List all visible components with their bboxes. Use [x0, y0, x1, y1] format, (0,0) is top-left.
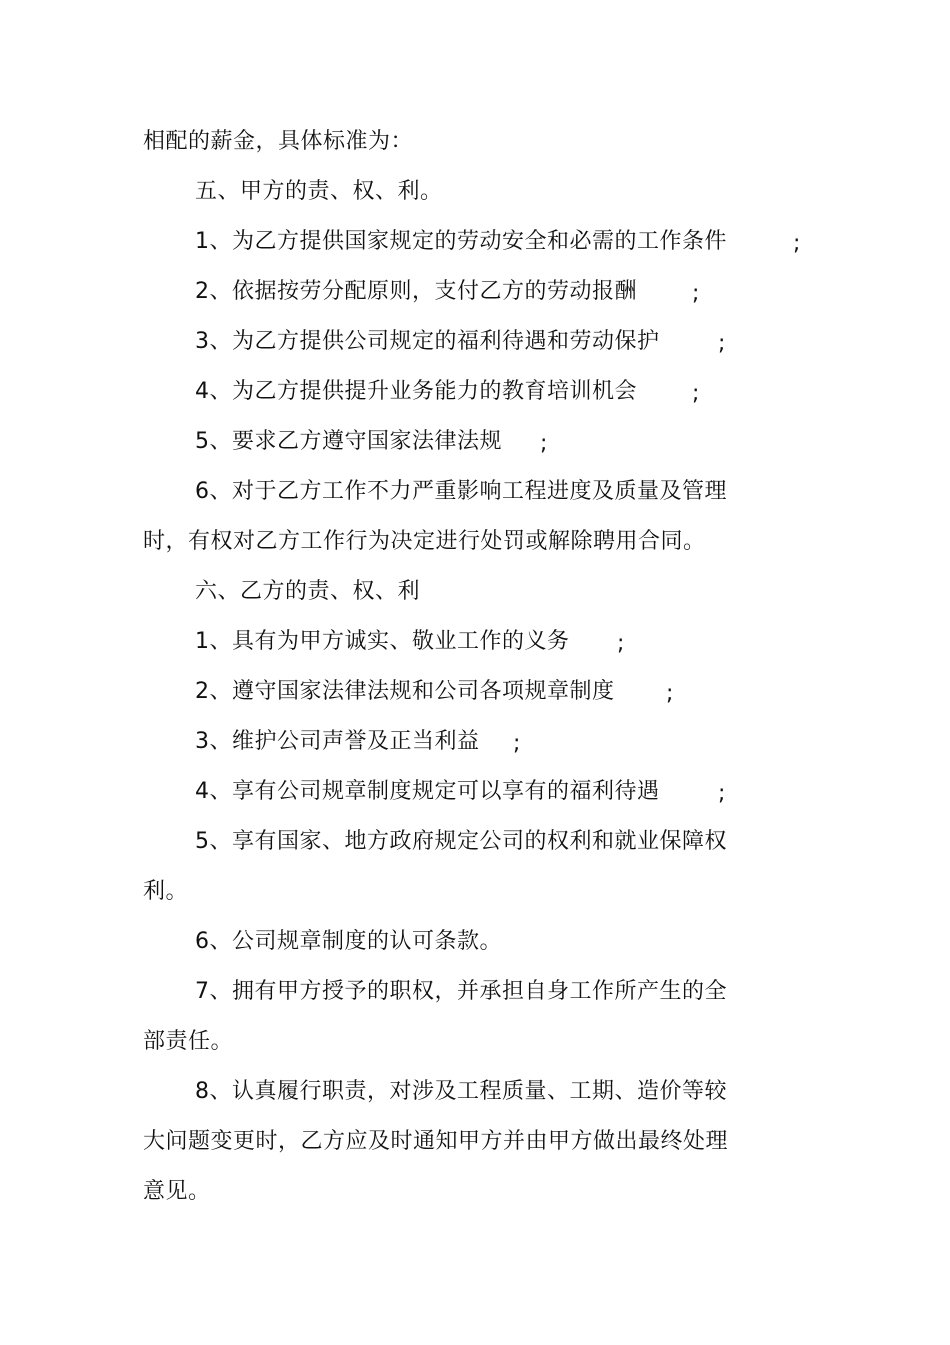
semicolon: ;: [540, 431, 548, 456]
semicolon: ;: [666, 681, 674, 706]
semicolon: ;: [793, 231, 801, 256]
text-line: 时，有权对乙方工作行为决定进行处罚或解除聘用合同。: [143, 529, 706, 554]
list-item: 5、享有国家、地方政府规定公司的权利和就业保障权: [195, 829, 727, 854]
list-item: 6、公司规章制度的认可条款。: [195, 929, 502, 954]
list-item: 7、拥有甲方授予的职权，并承担自身工作所产生的全: [195, 979, 727, 1004]
semicolon: ;: [718, 331, 726, 356]
text-line: 大问题变更时，乙方应及时通知甲方并由甲方做出最终处理: [143, 1129, 729, 1154]
list-item: 3、为乙方提供公司规定的福利待遇和劳动保护: [195, 329, 660, 354]
semicolon: ;: [692, 281, 700, 306]
text-line: 意见。: [143, 1179, 211, 1204]
list-item: 8、认真履行职责，对涉及工程质量、工期、造价等较: [195, 1079, 727, 1104]
semicolon: ;: [718, 781, 726, 806]
text-line: 利。: [143, 879, 189, 904]
semicolon: ;: [513, 731, 521, 756]
list-item: 6、对于乙方工作不力严重影响工程进度及质量及管理: [195, 479, 727, 504]
text-line: 相配的薪金，具体标准为：: [143, 129, 414, 154]
list-item: 2、遵守国家法律法规和公司各项规章制度: [195, 679, 615, 704]
section-heading: 六、乙方的责、权、利: [195, 579, 421, 604]
list-item: 1、具有为甲方诚实、敬业工作的义务: [195, 629, 570, 654]
list-item: 4、为乙方提供提升业务能力的教育培训机会: [195, 379, 637, 404]
semicolon: ;: [692, 381, 700, 406]
list-item: 2、依据按劳分配原则，支付乙方的劳动报酬: [195, 279, 637, 304]
text-line: 部责任。: [143, 1029, 234, 1054]
list-item: 5、要求乙方遵守国家法律法规: [195, 429, 502, 454]
section-heading: 五、甲方的责、权、利。: [195, 179, 443, 204]
list-item: 1、为乙方提供国家规定的劳动安全和必需的工作条件: [195, 229, 727, 254]
list-item: 3、维护公司声誉及正当利益: [195, 729, 480, 754]
semicolon: ;: [617, 631, 625, 656]
list-item: 4、享有公司规章制度规定可以享有的福利待遇: [195, 779, 660, 804]
